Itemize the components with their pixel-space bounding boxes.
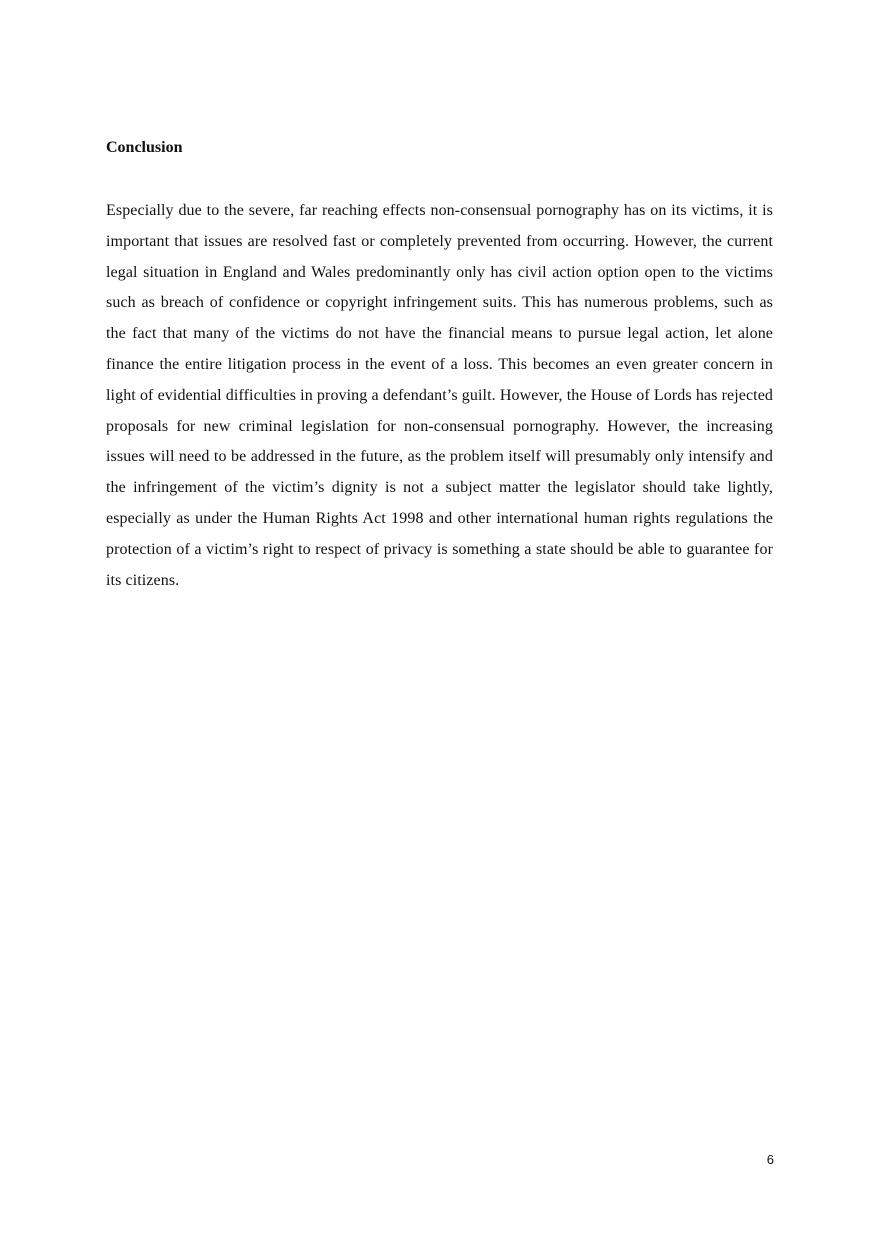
conclusion-paragraph: Especially due to the severe, far reaching effects non-consensual pornography has on its victims, it is important that issues are resolved fast or completely prevented from occurring. However, the current legal situation in England and Wales predominantly only has civil action option open to the victims such as breach of confidence or copyright infringement suits. This has numerous problems, such as the fact that many of the victims do not have the financial means to pursue legal action, let alone finance the entire litigation process in the event of a loss. This becomes an even greater concern in light of evidential difficulties in proving a defendant’s guilt. However, the House of Lords has rejected proposals for new criminal legislation for non-consensual pornography. However, the increasing issues will need to be addressed in the future, as the problem itself will presumably only intensify and the infringement of the victim’s dignity is not a subject matter the legislator should take lightly, especially as under the Human Rights Act 1998 and other international human rights regulations the protection of a victim’s right to respect of privacy is something a state should be able to guarantee for its citizens. [106, 202, 773, 589]
section-heading: Conclusion [106, 139, 183, 156]
page-number: 6 [766, 1152, 774, 1167]
